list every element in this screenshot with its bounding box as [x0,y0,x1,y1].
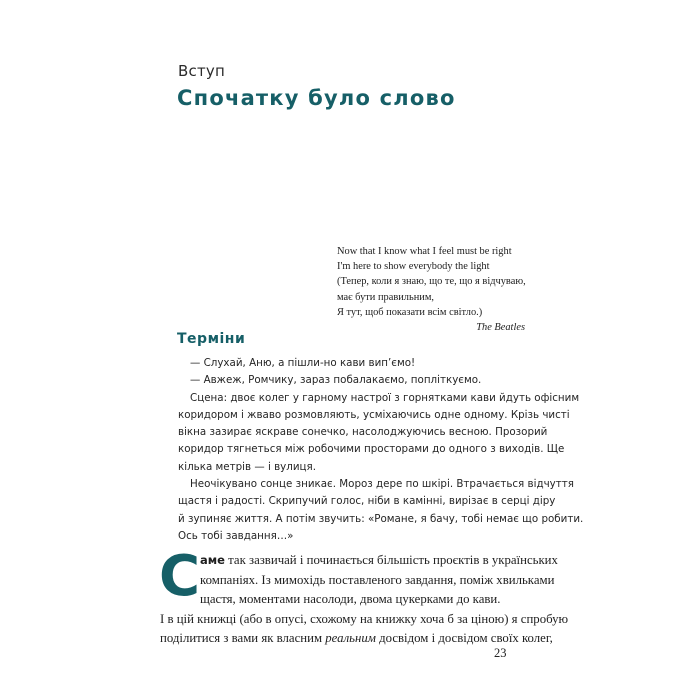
drop-cap: С [158,544,201,609]
dialogue-line: кілька метрів — і вулиця. [178,460,316,473]
dialogue-line: Ось тобі завдання…» [178,529,294,542]
subsection-title: Терміни [177,331,246,347]
dialogue-line: Сцена: двоє колег у гарному настрої з горнятками кави йдуть офісним [190,391,580,404]
epigraph-line: Now that I know what I feel must be right [337,246,512,257]
epigraph [337,244,525,335]
body-line-text: поділитися з вами як власним [160,631,326,645]
emphasis: реальним [325,631,376,645]
body-line: І в цій книжці (або в опусі, схожому на книжку хоча б за ціною) я спробую [160,611,569,626]
dialogue-line: коридор тягнеться між робочими просторами до одного з виходів. Ще [178,443,565,456]
dialogue-line: — Слухай, Аню, а пішли-но кави вип’ємо! [190,357,416,369]
dialogue-line: — Авжеж, Ромчику, зараз побалакаємо, попліткуємо. [190,374,482,387]
epigraph-line: (Тепер, коли я знаю, що те, що я відчуваю, [337,276,526,288]
lead-in: аме [200,553,225,567]
dialogue-line: Неочікувано сонце зникає. Мороз дере по шкірі. Втрачається відчуття [190,478,574,491]
epigraph-line: Я тут, щоб показати всім світло.) [337,306,483,318]
dialogue-line: щастя і радості. Скрипучий голос, ніби в камінні, вирізає в серці діру [178,495,556,508]
section-label: Вступ [178,62,225,80]
body-line [160,629,553,649]
body-line-text: так зазвичай і починається більшість проєктів в українських [224,553,558,567]
epigraph-line: I'm here to show everybody the light [337,261,490,273]
body-line: щастя, моментами насолоди, двома цукерками до кави. [200,592,501,606]
dialogue-block [178,355,584,545]
chapter-title: Спочатку було слово [177,86,456,110]
dialogue-line: коридором і жваво розмовляють, усміхаючись одне одному. Крізь чисті [178,408,570,421]
body-line [160,551,558,571]
body-line-text: досвідом і досвідом своїх колег, [375,631,553,645]
page-number: 23 [494,646,507,660]
epigraph-line: має бути правильним, [337,291,435,303]
dialogue-line: й зупиняє життя. А потім звучить: «Романе, я бачу, тобі немає що робити. [178,512,584,525]
dialogue-line: вікна зазирає яскраве сонечко, насолоджуючись весною. Прозорий [178,426,548,439]
body-paragraph [158,544,569,649]
epigraph-attribution: The Beatles [476,322,525,334]
body-line: компаніях. Із мимохідь поставленого завдання, поміж хвильками [200,572,555,587]
